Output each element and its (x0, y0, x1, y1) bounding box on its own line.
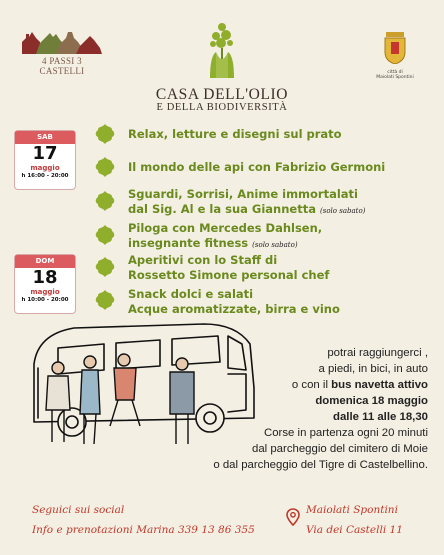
crest-caption-1: città di (387, 70, 403, 75)
transport-line: dal parcheggio del cimitero di Moie (251, 443, 428, 455)
activity-line: Sguardi, Sorrisi, Anime immortalati (128, 187, 358, 201)
booking-info: Info e prenotazioni Marina 339 13 86 355 (32, 524, 255, 536)
calendar-date: 18 (32, 267, 58, 288)
footer-address (306, 500, 403, 540)
transport-line: Corse in partenza ogni 20 minuti (264, 427, 428, 439)
activity-line: Acque aromatizzate, birra e vino (128, 301, 340, 316)
activity-note: (solo sabato) (320, 206, 366, 215)
calendar-month: maggio (30, 164, 60, 172)
flower-icon (94, 190, 116, 212)
activity-line: Relax, letture e disegni sul prato (128, 127, 342, 141)
activity-line: Rossetto Simone personal chef (128, 267, 330, 282)
activity-line: dal Sig. Al e la sua Giannetta (128, 201, 316, 216)
transport-info (128, 345, 428, 473)
flower-icon (94, 289, 116, 311)
activity-item (128, 127, 342, 142)
activity-note: (solo sabato) (252, 240, 298, 249)
address-street: Via dei Castelli 11 (306, 524, 403, 536)
shuttle-day: domenica 18 maggio (315, 395, 428, 407)
activity-line: Aperitivi con lo Staff di (128, 253, 278, 267)
activity-line: Il mondo delle api con Fabrizio Germoni (128, 160, 386, 174)
calendar-date: 17 (32, 143, 58, 164)
footer-contacts (32, 500, 255, 540)
activity-item (128, 221, 322, 252)
shuttle-hours: dalle 11 alle 18,30 (333, 411, 428, 423)
location-pin-icon (286, 508, 300, 526)
left-logo-caption: 4 PASSI 3 CASTELLI (39, 56, 85, 76)
activity-item (128, 160, 385, 175)
shuttle-bus-label: bus navetta attivo (331, 379, 428, 391)
transport-line: potrai raggiungerci , (327, 347, 428, 359)
transport-line: o con il (291, 379, 332, 391)
activity-item (128, 187, 365, 218)
transport-line: o dal parcheggio del Tigre di Castelbellino. (213, 459, 428, 471)
address-place: Maiolati Spontini (306, 504, 398, 516)
calendar-day: SAB (15, 131, 75, 144)
activity-item (128, 253, 329, 282)
flower-icon (94, 156, 116, 178)
calendar-day: DOM (15, 255, 75, 268)
activity-line: Piloga con Mercedes Dahlsen, (128, 221, 323, 235)
social-label: Seguici sui social (32, 504, 125, 516)
flower-icon (94, 123, 116, 145)
transport-line: a piedi, in bici, in auto (318, 363, 428, 375)
activity-item (128, 287, 340, 316)
activity-line: insegnante fitness (128, 235, 249, 250)
calendar-hours: h 10:00 - 20:00 (21, 297, 69, 303)
center-logo-subtitle: E DELLA BIODIVERSITÀ (156, 102, 288, 113)
center-logo-title: CASA DELL'OLIO (155, 86, 289, 103)
calendar-hours: h 16:00 - 20:00 (21, 173, 69, 179)
crest-caption-2: Maiolati Spontini (376, 75, 414, 80)
flower-icon (94, 256, 116, 278)
activity-line: Snack dolci e salati (128, 287, 254, 301)
flower-icon (94, 224, 116, 246)
calendar-month: maggio (30, 288, 60, 296)
